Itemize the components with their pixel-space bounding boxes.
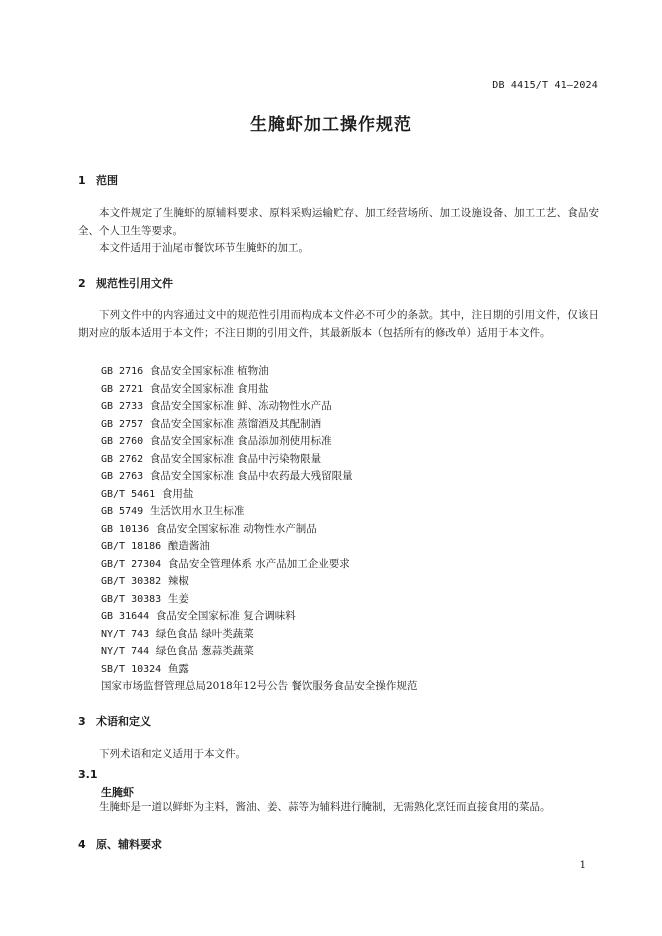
reference-item [101,661,417,679]
reference-name: 食品安全国家标准 食品中污染物限量 [149,452,322,465]
scope-paragraph-1: 本文件规定了生腌虾的原辅料要求、原料采购运输贮存、加工经营场所、加工设施设备、加工工艺、食品安全、个人卫生等要求。 [78,207,599,237]
reference-item [101,521,417,539]
section-title: 原、辅料要求 [96,838,162,851]
reference-item [101,433,417,451]
reference-name: 绿色食品 葱蒜类蔬菜 [155,645,254,657]
reference-code: GB/T 30383 [101,593,162,605]
reference-code: GB 5749 [101,506,144,517]
reference-item [101,591,417,609]
reference-code: GB/T 18186 [101,541,162,552]
section-number: 2 [78,277,86,290]
reference-item [101,381,417,399]
reference-code: GB 2762 [101,453,144,465]
reference-code: SB/T 10324 [101,663,162,675]
reference-name: 食品安全国家标准 食品添加剂使用标准 [149,435,332,447]
reference-item [101,398,417,416]
references-intro: 下列文件中的内容通过文中的规范性引用而构成本文件必不可少的条款。其中，注日期的引用文件，仅该日期对应的版本适用于本文件；不注日期的引用文件，其最新版本（包括所有的修改单）适用于本文件。 [78,309,599,339]
reference-name: 食品安全国家标准 食品中农药最大残留限量 [149,470,353,482]
reference-code: GB/T 27304 [101,558,162,570]
reference-item [101,468,417,486]
reference-name: 食品安全国家标准 鲜、冻动物性水产品 [149,400,332,412]
reference-code: GB/T 30382 [101,576,162,587]
reference-name: 生活饮用水卫生标准 [149,505,245,517]
reference-name: 国家市场监督管理总局2018年12号公告 餐饮服务食品安全操作规范 [101,680,418,692]
reference-code: GB 2716 [101,366,144,377]
reference-name: 辣椒 [167,575,189,587]
reference-item [101,573,417,591]
subsection-number: 3.1 [78,768,98,781]
section-heading-3 [78,713,151,729]
reference-item [101,503,417,521]
reference-name: 酿造酱油 [167,540,210,552]
section-number: 3 [78,715,86,728]
reference-name: 食品安全国家标准 蒸馏酒及其配制酒 [149,417,322,430]
section-heading-2 [78,275,173,291]
term-name: 生腌虾 [101,786,134,799]
reference-name: 食品安全国家标准 动物性水产制品 [155,522,317,535]
reference-name: 食品安全管理体系 水产品加工企业要求 [167,557,350,570]
section-title: 范围 [96,174,118,187]
reference-code: GB 2763 [101,471,144,482]
reference-name: 生姜 [167,592,189,605]
reference-name: 绿色食品 绿叶类蔬菜 [155,627,254,640]
reference-item [101,626,417,644]
reference-item [101,643,417,661]
section-heading-4 [78,836,162,852]
reference-item [101,363,417,381]
reference-item [101,486,417,504]
reference-code: GB 2760 [101,436,144,447]
reference-list [101,363,417,696]
reference-item [101,608,417,626]
section-title: 规范性引用文件 [96,277,173,290]
section-number: 4 [78,838,86,851]
reference-code: GB 2721 [101,383,144,395]
document-title: 生腌虾加工操作规范 [250,115,412,135]
reference-item [101,678,417,696]
reference-item [101,451,417,469]
reference-item [101,556,417,574]
section-heading-1 [78,172,118,188]
reference-code: GB 10136 [101,523,150,535]
reference-item [101,538,417,556]
standard-code: DB 4415/T 41—2024 [492,80,598,91]
section-title: 术语和定义 [96,715,151,728]
term-definition: 生腌虾是一道以鲜虾为主料，酱油、姜、蒜等为辅料进行腌制，无需熟化烹饪而直接食用的菜品。 [99,801,551,813]
reference-item [101,416,417,434]
reference-code: GB/T 5461 [101,488,156,500]
reference-name: 食品安全国家标准 复合调味料 [155,610,296,622]
reference-name: 鱼露 [167,662,189,675]
page-number: 1 [579,860,586,871]
reference-code: GB 31644 [101,611,150,622]
reference-name: 食品安全国家标准 食用盐 [149,382,269,395]
reference-code: NY/T 743 [101,628,150,640]
reference-name: 食品安全国家标准 植物油 [149,365,269,377]
reference-code: NY/T 744 [101,646,150,657]
reference-code: GB 2757 [101,418,144,430]
terms-intro: 下列术语和定义适用于本文件。 [99,748,246,760]
scope-paragraph-2: 本文件适用于汕尾市餐饮环节生腌虾的加工。 [99,242,309,254]
section-number: 1 [78,174,86,187]
reference-code: GB 2733 [101,401,144,412]
reference-name: 食用盐 [161,487,194,500]
